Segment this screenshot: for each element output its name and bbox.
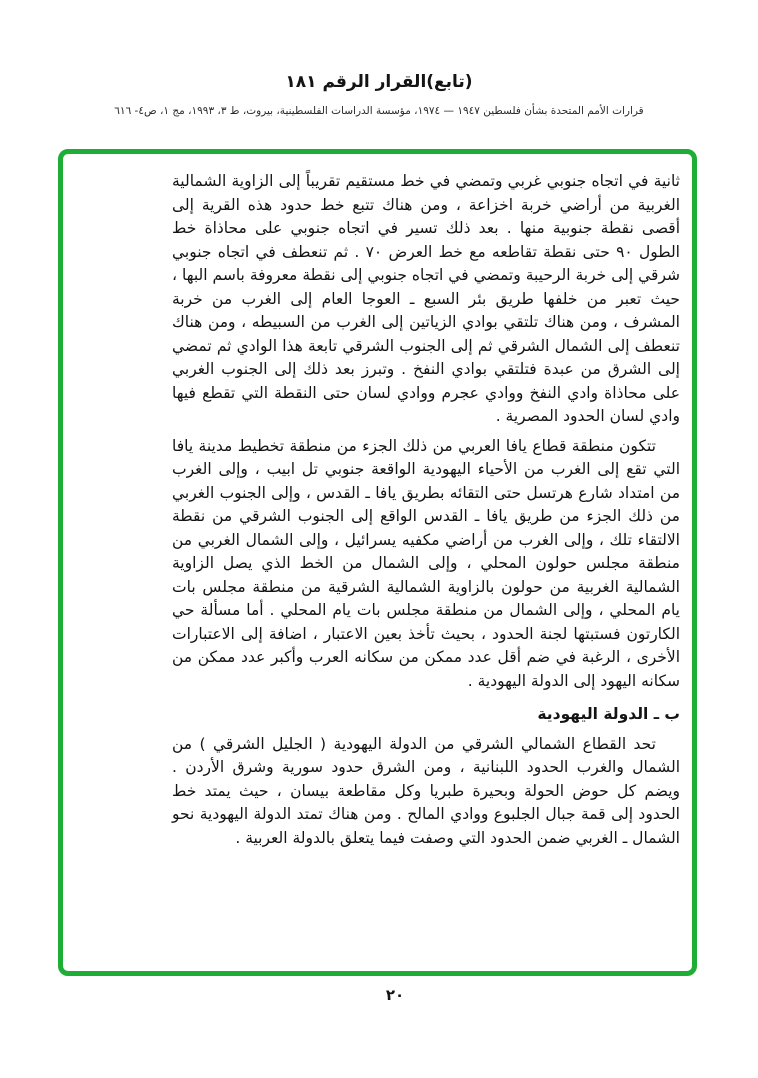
paragraph-jewish-state: تحد القطاع الشمالي الشرقي من الدولة اليهودية ( الجليل الشرقي ) من الشمال والغرب الحدود اللبنانية ، ومن الشرق حدود سورية وشرق الأردن . ويضم كل حوض الحولة وبحيرة طبريا وكل مقاطعة بيسان ، حيث يمتد خط الحدود إلى قمة جبال الجلبوع ووادي المالح . ومن هناك تمتد الدولة اليهودية نحو الشمال ـ الغربي ضمن الحدود التي وصفت فيما يتعلق بالدولة العربية . [172, 734, 680, 847]
paragraph-border-description: ثانية في اتجاه جنوبي غربي وتمضي في خط مستقيم تقريباً إلى الزاوية الشمالية الغربية من أراضي خربة اخزاعة ، ومن هناك تتبع خط حدود هذه القرية إلى أقصى نقطة جنوبية منها . بعد ذلك تسير في اتجاه جنوبي على محاذاة خط الطول ٩٠ حتى نقطة تقاطعه مع خط العرض ٧٠ . ثم تنعطف في اتجاه جنوبي شرقي إلى خربة الرحيبة وتمضي في اتجاه جنوبي إلى نقطة معروفة باسم البها ، حيث تعبر من خلفها طريق بئر السبع ـ العوجا العام إلى الغرب من خربة المشرف ، ومن هناك تلتقي بوادي الزياتين إلى الغرب من السبيطه ، ومن هناك تنعطف إلى الشمال الشرقي ثم إلى الجنوب الشرقي تابعة هذا الوادي ثم تمضي إلى الشرق من عبدة فتلتقي بوادي النفخ . وتبرز بعد ذلك إلى الجنوب الغربي على محاذاة وادي النفخ ووادي عجرم ووادي لسان حتى النقطة التي تقطع فيها وادي لسان الحدود المصرية . [172, 172, 680, 425]
paragraph-jaffa-enclave: تتكون منطقة قطاع يافا العربي من ذلك الجزء من منطقة تخطيط مدينة يافا التي تقع إلى الغرب من الأحياء اليهودية الواقعة جنوبي تل ابيب ، وإلى الغرب من امتداد شارع هرتسل حتى التقائه بطريق يافا ـ القدس ، وإلى الجنوب الغربي من ذلك الجزء من طريق يافا ـ القدس الواقع إلى الجنوب الشرقي من نقطة الالتقاء تلك ، وإلى الغرب من أراضي مكفيه يسرائيل ، وإلى الشمال الغربي من منطقة مجلس حولون المحلي ، وإلى الشمال من الخط الذي يصل الزاوية الشمالية الغربية من حولون بالزاوية الشمالية الشرقية من منطقة مجلس بات يام المحلي ، وإلى الشمال من منطقة مجلس بات يام المحلي . أما مسألة حي الكارتون فستبتها لجنة الحدود ، بحيث تأخذ بعين الاعتبار ، اضافة إلى الاعتبارات الأخرى ، الرغبة في ضم أقل عدد ممكن من سكانه العرب وأكبر عدد ممكن من سكانه اليهود إلى الدولة اليهودية . [172, 436, 680, 690]
citation-line: قرارات الأمم المتحدة بشأن فلسطين ١٩٤٧ — ١٩٧٤، مؤسسة الدراسات الفلسطينية، بيروت، ط ٣، ١٩٩٣، مج ١، ص٤- ٦١٦ [114, 105, 644, 117]
body-text [172, 170, 680, 856]
page-title: (تابع)القرار الرقم ١٨١ [285, 72, 473, 92]
section-heading-jewish-state: ب ـ الدولة اليهودية [537, 705, 680, 723]
page-number: ٢٠ [385, 986, 405, 1004]
